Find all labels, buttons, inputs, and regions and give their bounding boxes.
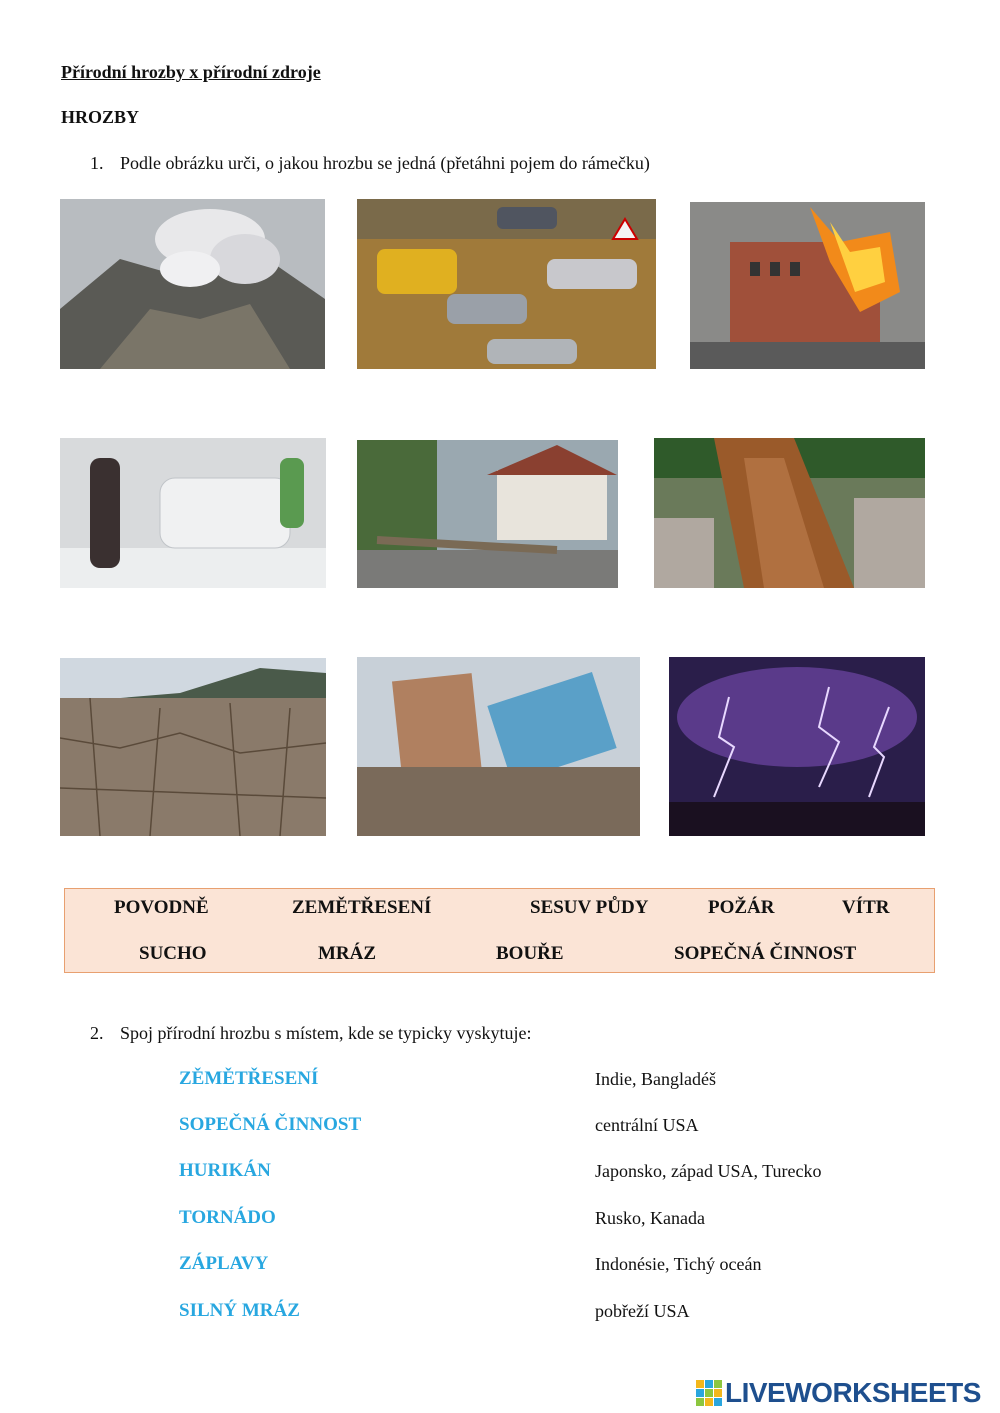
word-bank [64, 888, 935, 973]
question-number: 1. [90, 153, 104, 173]
logo-text: LIVEWORKSHEETS [725, 1377, 981, 1408]
frost-photo [60, 438, 326, 588]
match-place-item[interactable]: Rusko, Kanada [595, 1208, 705, 1228]
fire-photo [690, 202, 925, 369]
earthquake-photo [357, 657, 640, 836]
word-chip[interactable]: SUCHO [139, 943, 207, 964]
logo-icon [696, 1380, 722, 1406]
word-chip[interactable]: MRÁZ [318, 943, 377, 964]
match-place-item[interactable]: centrální USA [595, 1115, 699, 1135]
match-hazard-item[interactable]: ZÁPLAVY [179, 1253, 269, 1274]
question-2 [90, 1023, 531, 1044]
question-number: 2. [90, 1023, 104, 1043]
match-hazard-item[interactable]: ZĚMĚTŘESENÍ [179, 1068, 319, 1089]
word-chip[interactable]: ZEMĚTŘESENÍ [292, 897, 432, 918]
match-hazard-item[interactable]: SILNÝ MRÁZ [179, 1300, 300, 1321]
match-place-item[interactable]: pobřeží USA [595, 1301, 690, 1321]
match-place-item[interactable]: Indonésie, Tichý oceán [595, 1254, 762, 1274]
word-chip[interactable]: POŽÁR [708, 897, 775, 918]
liveworksheets-logo[interactable] [696, 1376, 981, 1410]
question-text: Spoj přírodní hrozbu s místem, kde se typicky vyskytuje: [120, 1023, 532, 1043]
match-place-item[interactable]: Indie, Bangladéš [595, 1069, 716, 1089]
flood-photo [357, 199, 656, 369]
word-chip[interactable]: VÍTR [842, 897, 890, 918]
drought-photo [60, 658, 326, 836]
section-heading: HROZBY [61, 107, 140, 127]
question-1 [90, 153, 650, 174]
question-text: Podle obrázku urči, o jakou hrozbu se jedná (přetáhni pojem do rámečku) [120, 153, 650, 173]
match-place-item[interactable]: Japonsko, západ USA, Turecko [595, 1161, 822, 1181]
word-chip[interactable]: SESUV PŮDY [530, 897, 649, 918]
storm-damage-photo [357, 440, 618, 588]
match-hazard-item[interactable]: TORNÁDO [179, 1207, 276, 1228]
match-hazard-item[interactable]: HURIKÁN [179, 1160, 271, 1181]
match-hazard-item[interactable]: SOPEČNÁ ČINNOST [179, 1114, 362, 1135]
page-title: Přírodní hrozby x přírodní zdroje [61, 62, 321, 82]
volcano-photo [60, 199, 325, 369]
word-chip[interactable]: BOUŘE [496, 943, 564, 964]
landslide-photo [654, 438, 925, 588]
lightning-photo [669, 657, 925, 836]
word-chip[interactable]: POVODNĚ [114, 897, 209, 918]
word-chip[interactable]: SOPEČNÁ ČINNOST [674, 943, 857, 964]
